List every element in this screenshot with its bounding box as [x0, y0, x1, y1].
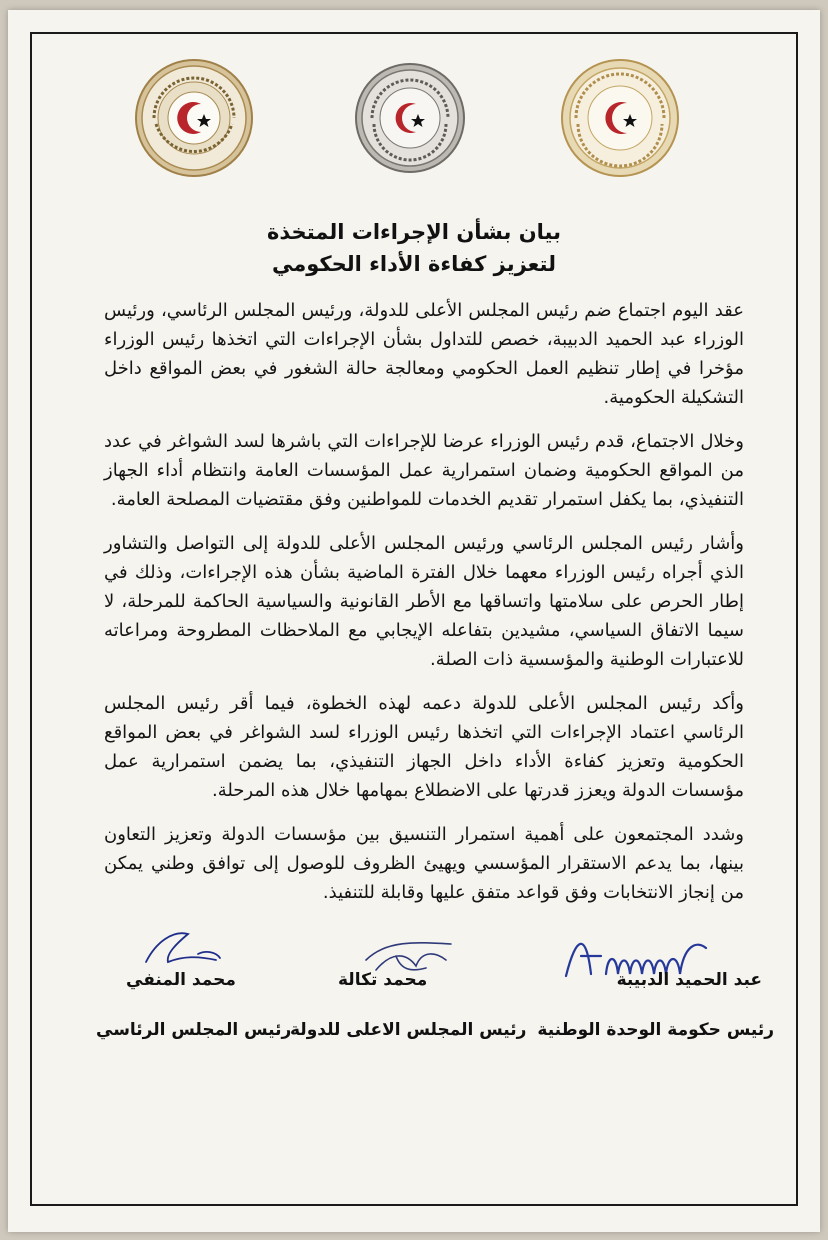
- seals-row: [8, 58, 820, 188]
- signatory-name-center: محمد تكالة: [338, 970, 428, 990]
- paragraph: عقد اليوم اجتماع ضم رئيس المجلس الأعلى للدولة، ورئيس المجلس الرئاسي، ورئيس الوزراء عبد الحميد الدبيبة، خصص للتداول بشأن الإجراءات التي اتخذها رئيس الوزراء مؤخرا في إطار تنظيم العمل الحكومي ومعالجة حالة الشغور في بعض المواقع داخل التشكيلة الحكومية.: [104, 300, 744, 408]
- high-council-of-state-seal: [354, 62, 466, 174]
- document-title: [8, 216, 820, 280]
- signature-left: [138, 922, 228, 976]
- paragraph: وأكد رئيس المجلس الأعلى للدولة دعمه لهذه الخطوة، فيما أقر رئيس المجلس الرئاسي اعتماد الإجراءات التي اتخذها رئيس الوزراء لسد الشواغر في بعض المواقع الحكومية وتعزيز كفاءة الأداء داخل الجهاز التنفيذي، بما يضمن استمرارية عمل مؤسسات الدولة ويعزز قدرتها على الاضطلاع بمهامها خلال هذه المرحلة.: [104, 693, 744, 801]
- title-line-2: لتعزيز كفاءة الأداء الحكومي: [272, 252, 556, 276]
- paragraph: وأشار رئيس المجلس الرئاسي ورئيس المجلس الأعلى للدولة إلى التواصل والتشاور الذي أجراه رئيس الوزراء معهما خلال الفترة الماضية بشأن هذه الإجراءات، وذلك في إطار الحرص على سلامتها واتساقها مع الأطر القانونية والسياسية الحاكمة للمرحلة، لا سيما الاتفاق السياسي، مشيدين بتفاعله الإيجابي مع الملاحظات المطروحة ومراعاته للاعتبارات الوطنية والمؤسسية ذات الصلة.: [104, 533, 744, 670]
- signatory-name-left: محمد المنفي: [126, 970, 236, 990]
- signatory-name-right: عبد الحميد الدبيبة: [616, 970, 762, 990]
- government-national-unity-seal: [560, 58, 680, 178]
- signatures-block: [8, 920, 820, 1060]
- document-page: [8, 10, 820, 1232]
- signatory-title-center: رئيس المجلس الاعلى للدولة: [290, 1020, 527, 1040]
- paragraph: وخلال الاجتماع، قدم رئيس الوزراء عرضا للإجراءات التي باشرها لسد الشواغر في عدد من المواقع الحكومية وضمان استمرارية عمل المؤسسات العامة وانتظام أداء الجهاز التنفيذي، بما يكفل استمرار تقديم الخدمات للمواطنين وفق مقتضيات المصلحة العامة.: [104, 431, 744, 510]
- document-body: [104, 296, 744, 922]
- signatory-title-right: رئيس حكومة الوحدة الوطنية: [537, 1020, 774, 1040]
- signatory-title-left: رئيس المجلس الرئاسي: [96, 1020, 292, 1040]
- paragraph: وشدد المجتمعون على أهمية استمرار التنسيق بين مؤسسات الدولة وتعزيز التعاون بينها، بما يدعم الاستقرار المؤسسي ويهيئ الظروف للوصول إلى توافق وطني يمكن من إنجاز الانتخابات وفق قواعد متفق عليها وقابلة للتنفيذ.: [104, 824, 744, 903]
- presidential-council-seal: [134, 58, 254, 178]
- title-line-1: بيان بشأن الإجراءات المتخذة: [267, 220, 561, 244]
